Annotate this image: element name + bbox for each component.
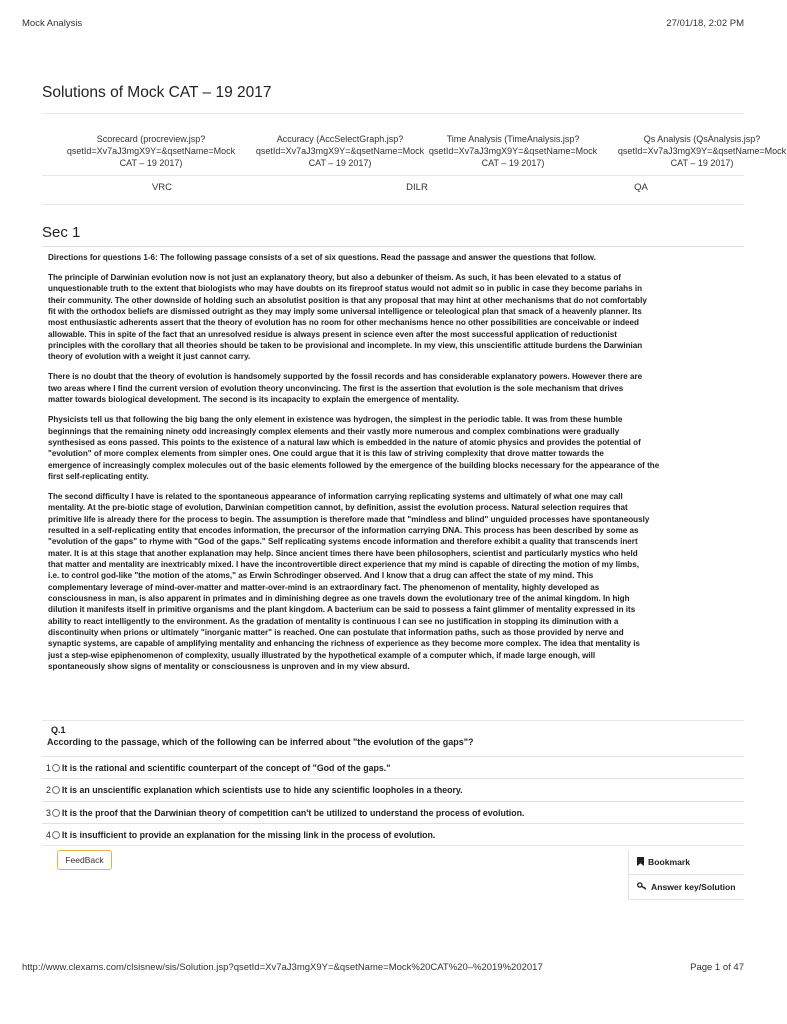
radio-button[interactable] — [52, 831, 60, 839]
option-text: It is the rational and scientific counterpart of the concept of "God of the gaps." — [61, 762, 391, 773]
divider — [42, 175, 744, 176]
scorecard-link[interactable]: Scorecard (procreview.jsp? qsetId=Xv7aJ3mgX9Y=&qsetName=Mock CAT – 19 2017) — [66, 134, 236, 168]
page-title: Solutions of Mock CAT – 19 2017 — [42, 84, 272, 101]
section-tabs — [42, 182, 744, 196]
bookmark-button[interactable] — [628, 850, 744, 875]
side-panel — [628, 850, 744, 900]
feedback-button[interactable]: FeedBack — [57, 850, 112, 870]
option-number: 2 — [46, 784, 51, 795]
tab-qa[interactable]: QA — [634, 182, 648, 193]
option-text: It is an unscientific explanation which scientists use to hide any scientific loopholes in a theory. — [61, 784, 463, 795]
radio-button[interactable] — [52, 764, 60, 772]
tab-dilr[interactable]: DILR — [406, 182, 428, 193]
time-analysis-link[interactable]: Time Analysis (TimeAnalysis.jsp? qsetId=Xv7aJ3mgX9Y=&qsetName=Mock CAT – 19 2017) — [428, 134, 598, 168]
passage-box — [42, 246, 744, 721]
passage-paragraph: Physicists tell us that following the big bang the only element in existence was hydrogen, the simplest in the periodic table. It was from these humble beginnings that the remaining ninety odd increasingly complex elements and their vastly more numerous and complex combinations were gradually synthesised as eons passed. This points to the existence of a natural law which is embedded in the nature of atomic physics and provides the potential of "evolution" of more complex elements from simpler ones. One could argue that it is this law of striving complexity that drove matter towards the emergence of increasingly complex molecules out of the basic elements followed by the emergence of the building blocks necessary for the appearance of the first self-replicating entity. — [48, 415, 660, 481]
option-number: 1 — [46, 762, 51, 773]
page-number: Page 1 of 47 — [690, 962, 744, 973]
passage-paragraph: The second difficulty I have is related to the spontaneous appearance of information carrying replicating systems and ultimately of what one may call mentality. At the pre-biotic stage of evolution, Darwinian competition cannot, by definition, assist the evolution process. Natural selection requires that primitive life is already there for the process to begin. The assumption is therefore made that "mindless and blind" unguided processes have spontaneously resulted in a self-replicating entity that encodes information, the precursor of the information carrying DNA. This process has been described by some as "evolution of the gaps" to rhyme with "God of the gaps." Self replicating systems encode information and therefore exhibit a quality that transcends inert mater. It is at this stage that another explanation may help. Since ancient times there have been philosophers, scientist and particularly mystics who held that matter and mentality are inextricably mixed. I have the incontrovertible direct experience that my mind is capable of directing the motion of my limbs, i.e. to control god-like "the motion of the atoms," as Erwin Schrodinger observed. And I know that a drug can affect the state of my mind. This complementary leverage of mind-over-matter and matter-over-mind is an extraordinary fact. The phenomenon of mentality, highly developed as consciousness in man, is also apparent in primates and in diminishing degree as one travels down the evolutionary tree of the animal kingdom. In high dilution it manifests itself in primitive organisms and the plant kingdom. A bacterium can be said to possess a faint glimmer of mentality expressed in its ability to react intelligently to the environment. As the gradation of mentality is continuous I can see no justification in stopping its diminution with a discontinuity when prions or ultimately "inorganic matter" is reached. One can postulate that information paths, such as those provided by nerve and synaptic systems, are capable of amplifying mentality and enhancing the richness of experience as they become more complex. The idea that mentality is just a step-wise epiphenomenon of complexity, usually illustrated by the hypothetical example of a computer which, if made large enough, will spontaneously show signs of mentality or consciousness is unproven and in my view absurd. — [48, 491, 650, 672]
answer-key-button[interactable] — [628, 875, 744, 900]
option-number: 3 — [46, 807, 51, 818]
divider — [42, 845, 744, 846]
print-footer — [22, 962, 744, 973]
bookmark-label: Bookmark — [648, 857, 691, 867]
divider — [42, 113, 744, 114]
passage-directions: Directions for questions 1-6: The following passage consists of a set of six questions. Read the passage and answer the questions that follow. — [48, 253, 596, 262]
option-text: It is the proof that the Darwinian theory of competition can't be utilized to understand the process of evolution. — [61, 807, 525, 818]
key-icon — [637, 882, 647, 892]
divider — [42, 720, 744, 721]
radio-button[interactable] — [52, 786, 60, 794]
answer-key-label: Answer key/Solution — [651, 882, 736, 892]
answer-option[interactable] — [42, 823, 744, 845]
print-header-datetime: 27/01/18, 2:02 PM — [666, 18, 744, 29]
answer-option[interactable] — [42, 756, 744, 778]
option-number: 4 — [46, 829, 51, 840]
bookmark-icon — [637, 857, 644, 868]
answer-option[interactable] — [42, 778, 744, 800]
passage-paragraph: There is no doubt that the theory of evolution is handsomely supported by the fossil records and has considerable explanatory powers. However there are two areas where I find the current version of evolution theory unconvincing. The first is the assertion that evolution is the sole mechanism that drives matter towards biological development. The second is its incapacity to explain the emergence of mentality. — [48, 372, 643, 405]
option-text: It is insufficient to provide an explanation for the missing link in the process of evolution. — [61, 829, 436, 840]
divider — [42, 204, 744, 205]
qs-analysis-link[interactable]: Qs Analysis (QsAnalysis.jsp? qsetId=Xv7aJ3mgX9Y=&qsetName=Mock CAT – 19 2017) — [617, 134, 787, 168]
question-number: Q.1 — [51, 725, 66, 735]
section-title: Sec 1 — [42, 224, 81, 241]
accuracy-link[interactable]: Accuracy (AccSelectGraph.jsp? qsetId=Xv7aJ3mgX9Y=&qsetName=Mock CAT – 19 2017) — [255, 134, 425, 168]
answer-option[interactable] — [42, 801, 744, 823]
tab-vrc[interactable]: VRC — [151, 182, 173, 193]
passage-text — [42, 247, 758, 672]
print-header-title: Mock Analysis — [22, 18, 83, 29]
print-header — [22, 18, 744, 29]
page-url: http://www.clexams.com/clsisnew/sis/Solution.jsp?qsetId=Xv7aJ3mgX9Y=&qsetName=Mock%20CAT%20–%2019%202017 — [22, 962, 543, 973]
analysis-links-row — [42, 133, 787, 171]
question-stem: According to the passage, which of the following can be inferred about "the evolution of the gaps"? — [47, 737, 474, 747]
radio-button[interactable] — [52, 809, 60, 817]
passage-paragraph: The principle of Darwinian evolution now is not just an explanatory theory, but also a debunker of theism. As such, it has been elevated to a status of unquestionable truth to the extent that biologists who may have doubts on its fireproof status would not admit so in public in case they become pariahs in their community. The other downside of holding such an absolutist position is that any proposal that may hint at other mechanisms that do not comfortably fit with the orthodox beliefs are dismissed outright as they may imply some universal intelligence or teleological plan that smack of a heavenly planner. Its most enthusiastic adherents assert that the theory of evolution has no room for other mechanisms hence no other possibilities are conceivable or indeed allowable. This in spite of the fact that an unresolved residue is always present in science even after the most successful application of reductionist principles with the corollary that all theories should be taken to be provisional and incomplete. In my view, this unscientific attitude burdens the Darwinian theory of evolution with a weight it just cannot carry. — [48, 273, 647, 362]
